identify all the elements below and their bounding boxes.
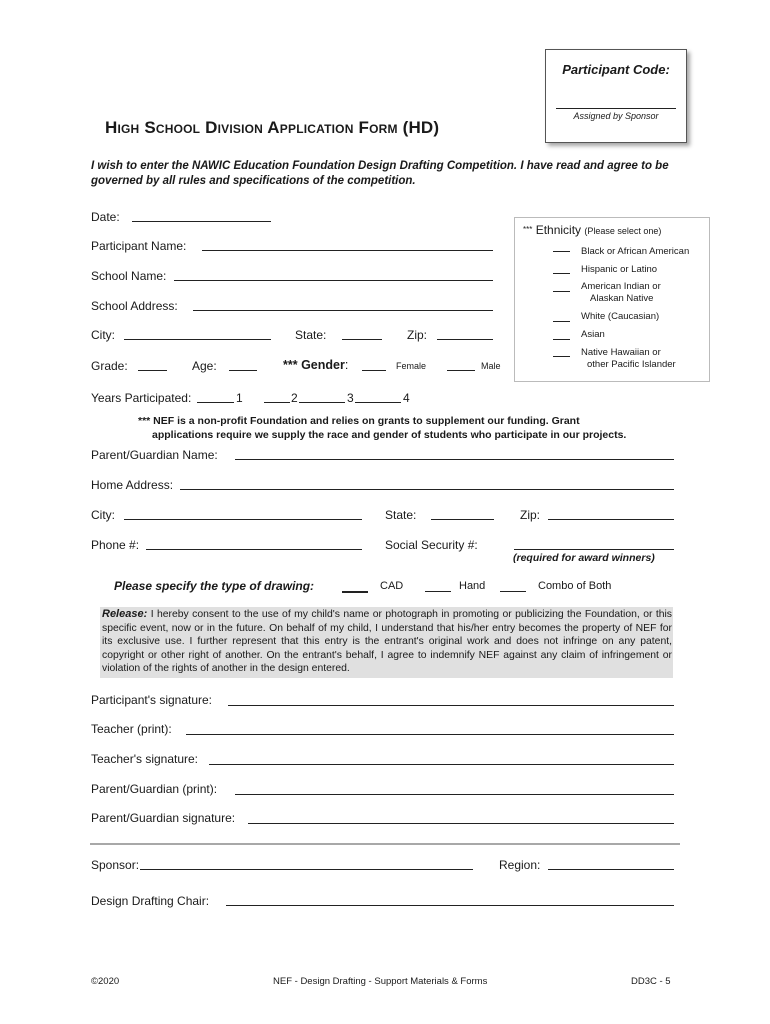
school-name-label: School Name:: [91, 269, 167, 283]
ethnicity-black-checkbox[interactable]: [553, 251, 570, 252]
zip-field[interactable]: [437, 339, 493, 340]
guardian-zip-label: Zip:: [520, 508, 541, 522]
year-2-checkbox[interactable]: [264, 402, 290, 403]
date-label: Date:: [91, 210, 120, 224]
home-address-field[interactable]: [180, 489, 674, 490]
section-divider: [90, 843, 680, 845]
release-text: I hereby consent to the use of my child's name or photograph in promoting or publicizing the Foundation, or this specific event, now or in the future. On behalf of my child, I understand that his/her entry becomes the property of NEF for its exclusive use. I further represent that this entry is the entrant's original work and does not infringe on any patent, copyright or other right of another. On the entrant's behalf, I agree to indemnify NEF against any claim of infringement or violation of the rights of another in the design entered.: [102, 609, 673, 674]
year-4-label: 4: [403, 391, 410, 405]
cad-checkbox[interactable]: [342, 591, 368, 593]
ethnicity-hawaiian-label: Native Hawaiian or: [581, 347, 661, 358]
hand-label: Hand: [459, 580, 486, 592]
ssn-field[interactable]: [514, 549, 674, 550]
female-label: Female: [396, 361, 427, 371]
participant-signature-label: Participant's signature:: [91, 693, 213, 707]
region-field[interactable]: [548, 869, 674, 870]
guardian-state-field[interactable]: [431, 519, 494, 520]
school-address-field[interactable]: [193, 310, 493, 311]
teacher-signature-field[interactable]: [209, 764, 674, 765]
ethnicity-asian-checkbox[interactable]: [553, 339, 570, 340]
date-field[interactable]: [132, 221, 271, 222]
nef-note-line-2: applications require we supply the race and gender of students who participate in our projects.: [152, 429, 627, 441]
state-label: State:: [295, 328, 327, 342]
city-field[interactable]: [124, 339, 271, 340]
drafting-chair-label: Design Drafting Chair:: [91, 894, 210, 908]
state-field[interactable]: [342, 339, 382, 340]
grade-label: Grade:: [91, 359, 128, 373]
year-4-checkbox[interactable]: [355, 402, 401, 403]
form-title: High School Division Application Form (HD): [105, 118, 440, 137]
sponsor-field[interactable]: [140, 869, 473, 870]
combo-label: Combo of Both: [538, 580, 612, 592]
year-1-checkbox[interactable]: [197, 402, 234, 403]
footer-page: DD3C - 5: [631, 976, 671, 987]
ethnicity-white-label: White (Caucasian): [581, 311, 660, 322]
drawing-type-prompt: Please specify the type of drawing:: [114, 579, 315, 593]
footer-copyright: ©2020: [91, 976, 120, 987]
ethnicity-american-indian-checkbox[interactable]: [553, 291, 570, 292]
participant-signature-field[interactable]: [228, 705, 674, 706]
grade-field[interactable]: [138, 370, 167, 371]
year-1-label: 1: [236, 391, 243, 405]
cad-label: CAD: [380, 580, 404, 592]
ethnicity-black-label: Black or African American: [581, 246, 690, 257]
ethnicity-hint: (Please select one): [584, 226, 662, 236]
ethnicity-box: [514, 217, 710, 382]
intro-statement: I wish to enter the NAWIC Education Foundation Design Drafting Competition. I have read and agree to be governed by all rules and specifications of the competition.: [91, 160, 669, 187]
guardian-print-label: Parent/Guardian (print):: [91, 782, 218, 796]
ethnicity-asian-label: Asian: [581, 329, 605, 340]
participant-name-label: Participant Name:: [91, 239, 187, 253]
participant-code-subtitle: Assigned by Sponsor: [573, 111, 659, 121]
guardian-signature-field[interactable]: [248, 823, 674, 824]
ssn-label: Social Security #:: [385, 538, 478, 552]
guardian-print-field[interactable]: [235, 794, 674, 795]
ssn-note: (required for award winners): [513, 552, 655, 564]
guardian-name-label: Parent/Guardian Name:: [91, 448, 218, 462]
year-3-label: 3: [347, 391, 354, 405]
guardian-city-field[interactable]: [124, 519, 362, 520]
participant-code-title: Participant Code:: [562, 62, 670, 77]
guardian-city-label: City:: [91, 508, 115, 522]
years-participated-label: Years Participated:: [91, 391, 192, 405]
guardian-signature-label: Parent/Guardian signature:: [91, 811, 236, 825]
ethnicity-prefix: ***: [523, 225, 533, 234]
year-3-checkbox[interactable]: [299, 402, 345, 403]
female-checkbox[interactable]: [362, 370, 386, 371]
nef-note-line-1: *** NEF is a non-profit Foundation and relies on grants to supplement our funding. Grant: [138, 415, 580, 427]
gender-colon: :: [344, 358, 349, 372]
ethnicity-hawaiian-label-2: other Pacific Islander: [587, 359, 676, 370]
age-field[interactable]: [229, 370, 257, 371]
male-label: Male: [481, 361, 501, 371]
ethnicity-american-indian-label: American Indian or: [581, 281, 661, 292]
age-label: Age:: [192, 359, 217, 373]
hand-checkbox[interactable]: [425, 591, 451, 592]
school-address-label: School Address:: [91, 299, 178, 313]
sponsor-label: Sponsor:: [91, 858, 140, 872]
gender-label: *** Gender: [283, 358, 345, 372]
teacher-print-label: Teacher (print):: [91, 722, 172, 736]
teacher-signature-label: Teacher's signature:: [91, 752, 199, 766]
participant-code-field[interactable]: [556, 108, 676, 109]
ethnicity-title: Ethnicity: [535, 223, 582, 237]
ethnicity-american-indian-label-2: Alaskan Native: [590, 293, 654, 304]
participant-code-box: [545, 49, 687, 143]
guardian-name-field[interactable]: [235, 459, 674, 460]
ethnicity-hispanic-label: Hispanic or Latino: [581, 264, 658, 275]
phone-field[interactable]: [146, 549, 362, 550]
male-checkbox[interactable]: [447, 370, 475, 371]
school-name-field[interactable]: [174, 280, 493, 281]
teacher-print-field[interactable]: [186, 734, 674, 735]
footer-title: NEF - Design Drafting - Support Materials & Forms: [273, 976, 488, 987]
zip-label: Zip:: [407, 328, 428, 342]
combo-checkbox[interactable]: [500, 591, 526, 592]
ethnicity-hawaiian-checkbox[interactable]: [553, 356, 570, 357]
guardian-zip-field[interactable]: [548, 519, 674, 520]
nef-note: [138, 414, 626, 442]
year-2-label: 2: [291, 391, 298, 405]
phone-label: Phone #:: [91, 538, 140, 552]
release-label: Release:: [102, 608, 148, 620]
home-address-label: Home Address:: [91, 478, 174, 492]
participant-name-field[interactable]: [202, 250, 493, 251]
guardian-state-label: State:: [385, 508, 417, 522]
ethnicity-white-checkbox[interactable]: [553, 321, 570, 322]
region-label: Region:: [499, 858, 541, 872]
drafting-chair-field[interactable]: [226, 905, 674, 906]
ethnicity-hispanic-checkbox[interactable]: [553, 273, 570, 274]
release-statement: [100, 607, 673, 678]
city-label: City:: [91, 328, 115, 342]
